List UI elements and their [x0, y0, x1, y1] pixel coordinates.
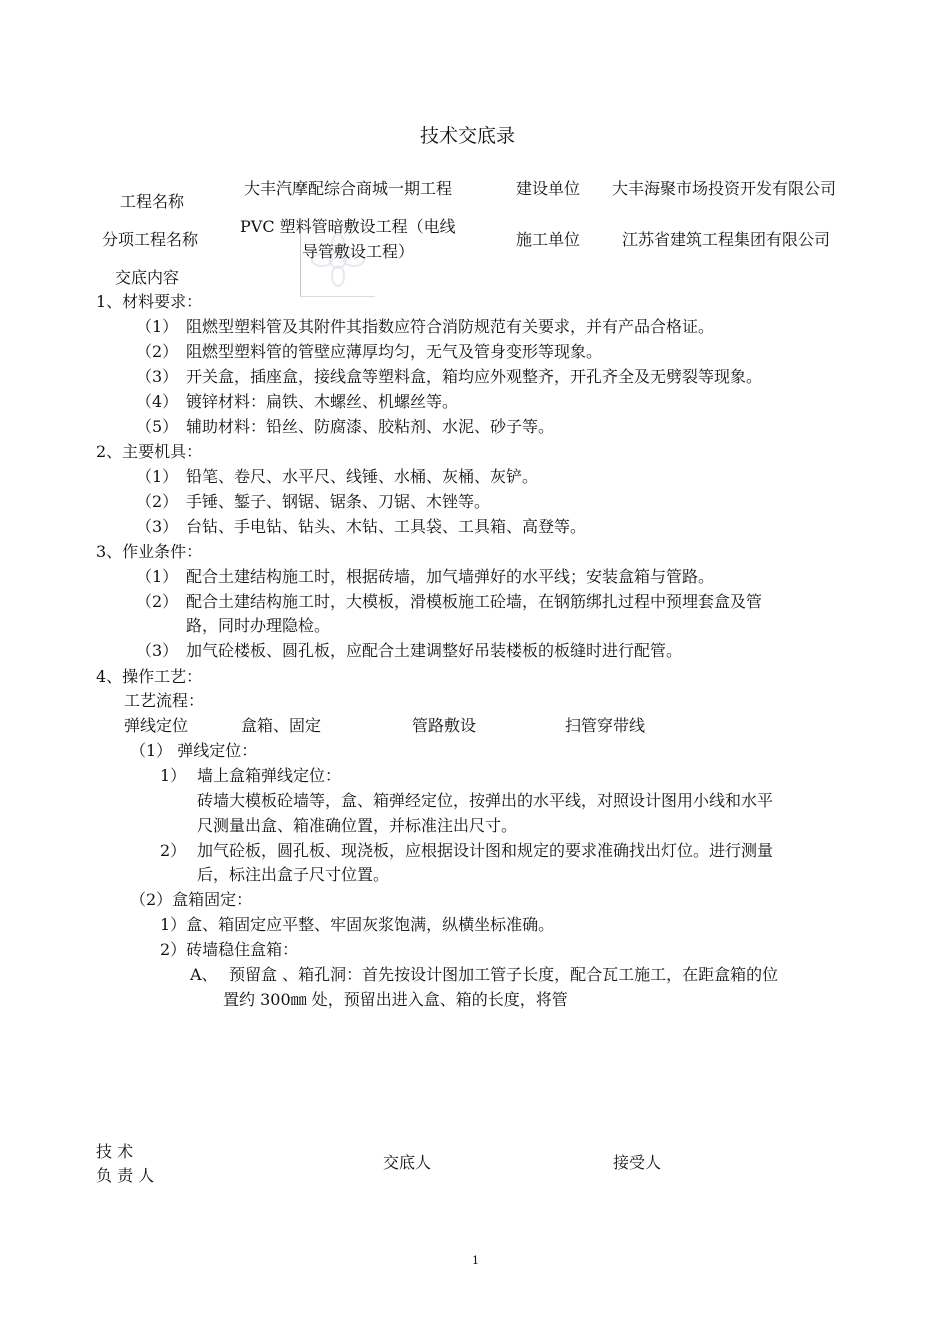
list-item-number: （3） [136, 517, 179, 536]
content-label: 交底内容 [115, 268, 180, 287]
subproject-value-line2: 导管敷设工程） [302, 242, 415, 261]
list-item: 2）砖墙稳住盒箱： [160, 940, 299, 959]
list-item: 加气砼楼板、圆孔板，应配合土建调整好吊装楼板的板缝时进行配管。 [186, 641, 683, 660]
paragraph-line: 置约 300㎜ 处，预留出进入盒、箱的长度，将管 [223, 990, 568, 1009]
paragraph-line: 后，标注出盒子尺寸位置。 [197, 865, 390, 884]
subsection-1-heading: （1） 弹线定位： [130, 741, 258, 760]
paragraph-line: 砖墙大模板砼墙等，盒、箱弹经定位，按弹出的水平线，对照设计图用小线和水平 [197, 791, 774, 810]
project-name-label: 工程名称 [120, 192, 185, 211]
tech-lead-label-2: 负 责 人 [96, 1166, 155, 1185]
list-item-number: 1） [160, 766, 187, 785]
list-item: 阻燃型塑料管的管壁应薄厚均匀，无气及管身变形等现象。 [186, 342, 603, 361]
owner-value: 大丰海聚市场投资开发有限公司 [612, 179, 837, 198]
list-item-number: （3） [136, 641, 179, 660]
page-number: 1 [472, 1254, 479, 1267]
list-item: 阻燃型塑料管及其附件其指数应符合消防规范有关要求，并有产品合格证。 [186, 317, 715, 336]
list-item-number: （1） [136, 467, 179, 486]
list-item-number: A、 [190, 965, 218, 984]
issuer-label: 交底人 [383, 1153, 432, 1172]
subproject-label: 分项工程名称 [102, 230, 199, 249]
contractor-label: 施工单位 [516, 230, 581, 249]
section-2-heading: 2、主要机具： [96, 442, 203, 461]
section-1-heading: 1、材料要求： [96, 292, 203, 311]
list-item: 台钻、手电钻、钻头、木钻、工具袋、工具箱、高登等。 [186, 517, 587, 536]
owner-label: 建设单位 [516, 179, 581, 198]
section-4-heading: 4、操作工艺： [96, 667, 203, 686]
flow-step: 盒箱、固定 [241, 716, 322, 735]
list-item-number: （2） [136, 492, 179, 511]
list-item: 配合土建结构施工时，根据砖墙，加气墙弹好的水平线；安装盒箱与管路。 [186, 567, 715, 586]
list-item-number: （2） [136, 592, 179, 611]
contractor-value: 江苏省建筑工程集团有限公司 [622, 230, 831, 249]
list-item: 铅笔、卷尺、水平尺、线锤、水桶、灰桶、灰铲。 [186, 467, 539, 486]
section-3-heading: 3、作业条件： [96, 542, 203, 561]
list-item-number: （3） [136, 367, 179, 386]
list-item: 镀锌材料：扁铁、木螺丝、机螺丝等。 [186, 392, 459, 411]
subproject-value-line1: PVC 塑料管暗敷设工程（电线 [240, 217, 456, 236]
list-item-continuation: 路，同时办理隐检。 [186, 616, 331, 635]
subsection-2-heading: （2）盒箱固定： [130, 890, 253, 909]
list-item: 预留盒 、箱孔洞：首先按设计图加工管子长度，配合瓦工施工，在距盒箱的位 [229, 965, 779, 984]
flow-step: 弹线定位 [124, 716, 189, 735]
paragraph-line: 尺测量出盒、箱准确位置，并标准注出尺寸。 [197, 816, 518, 835]
list-item: 配合土建结构施工时，大模板，滑模板施工砼墙，在钢筋绑扎过程中预埋套盒及管 [186, 592, 763, 611]
flow-step: 管路敷设 [412, 716, 477, 735]
list-item-number: （2） [136, 342, 179, 361]
list-item: 1）盒、箱固定应平整、牢固灰浆饱满，纵横坐标准确。 [160, 915, 555, 934]
list-item: 辅助材料：铅丝、防腐漆、胶粘剂、水泥、砂子等。 [186, 417, 555, 436]
flow-step: 扫管穿带线 [565, 716, 646, 735]
receiver-label: 接受人 [613, 1153, 662, 1172]
list-item-number: （1） [136, 317, 179, 336]
project-name-value: 大丰汽摩配综合商城一期工程 [244, 179, 453, 198]
document-title: 技术交底录 [420, 125, 516, 147]
list-item-number: （5） [136, 417, 179, 436]
list-item: 墙上盒箱弹线定位： [197, 766, 342, 785]
list-item-number: 2） [160, 841, 187, 860]
flow-label: 工艺流程： [124, 691, 205, 710]
list-item-number: （1） [136, 567, 179, 586]
list-item: 开关盒，插座盒，接线盒等塑料盒，箱均应外观整齐，开孔齐全及无劈裂等现象。 [186, 367, 763, 386]
list-item: 加气砼板，圆孔板、现浇板，应根据设计图和规定的要求准确找出灯位。进行测量 [197, 841, 774, 860]
tech-lead-label: 技 术 [96, 1142, 134, 1161]
list-item-number: （4） [136, 392, 179, 411]
list-item: 手锤、錾子、钢锯、锯条、刀锯、木锉等。 [186, 492, 491, 511]
